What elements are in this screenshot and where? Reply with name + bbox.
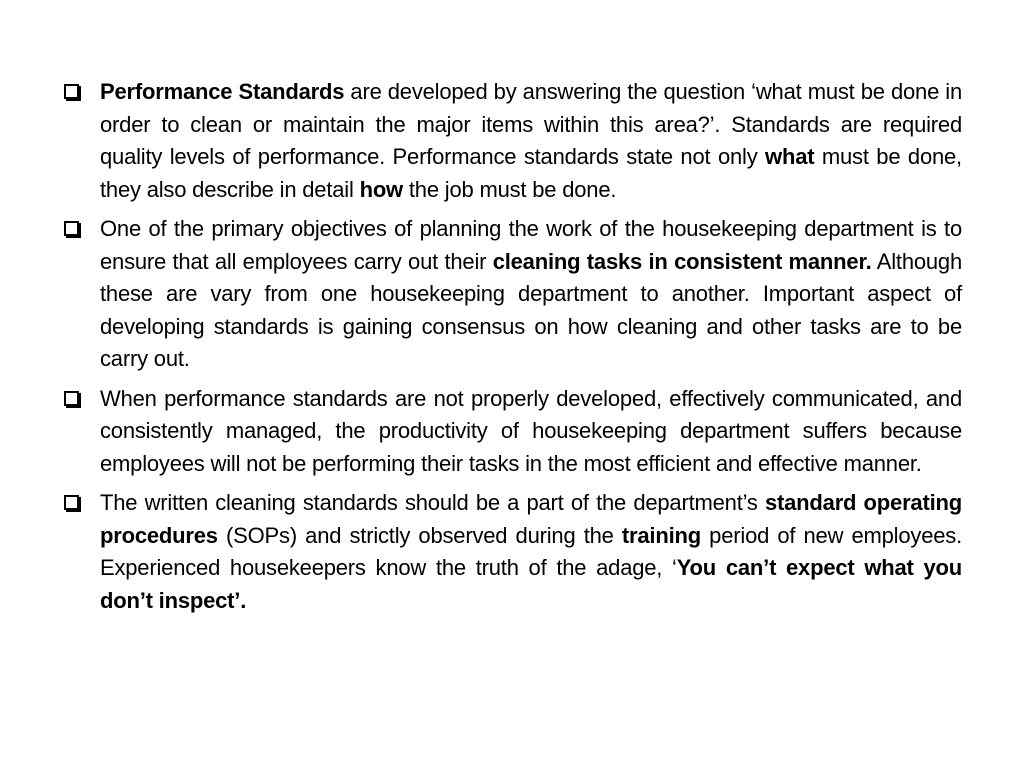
- bullet-text: are developed by answering the question ‘what must be done in order to clean or maintain the major items within this area?’. Standards are required quality levels of performance. Performance standards state not only: [100, 79, 962, 169]
- bullet-text: must be done, they also describe in detail: [100, 144, 962, 202]
- bullet-text: the job must be done.: [402, 176, 617, 202]
- bullet-text-bold: how: [359, 176, 403, 202]
- bullet-text: When performance standards are not properly developed, effectively communicated, and consistently managed, the productivity of housekeeping department suffers because employees will not be performing their tasks in the most efficient and effective manner.: [100, 385, 962, 476]
- bullet-text: One of the primary objectives of planning the work of the housekeeping department is to ensure that all employees carry out their: [100, 216, 962, 274]
- bullet-text: The written cleaning standards should be a part of the department’s: [100, 490, 765, 515]
- bullet-text-bold: standard operating procedures: [100, 490, 962, 548]
- bullet-list: [62, 76, 962, 624]
- square-bullet-icon: [64, 84, 79, 99]
- bullet-text-bold: Performance Standards: [100, 79, 345, 104]
- bullet-item: [62, 383, 962, 481]
- bullet-item: [62, 487, 962, 617]
- square-bullet-icon: [64, 391, 79, 406]
- bullet-item: [62, 213, 962, 376]
- square-bullet-icon: [64, 221, 79, 236]
- bullet-text: period of new employees. Experienced housekeepers know the truth of the adage, ‘: [100, 522, 962, 580]
- bullet-text: Although these are vary from one housekeeping department to another. Important aspect of developing standards is gaining consensus on how cleaning and other tasks are to be carry out.: [100, 248, 962, 371]
- bullet-text-bold: what: [765, 144, 815, 169]
- square-bullet-icon: [64, 495, 79, 510]
- bullet-text-bold: training: [621, 522, 701, 548]
- bullet-text-bold: You can’t expect what you don’t inspect’.: [100, 555, 962, 613]
- bullet-text: (SOPs) and strictly observed during the: [217, 522, 622, 548]
- bullet-item: [62, 76, 962, 206]
- bullet-text-bold: cleaning tasks in consistent manner.: [492, 248, 872, 274]
